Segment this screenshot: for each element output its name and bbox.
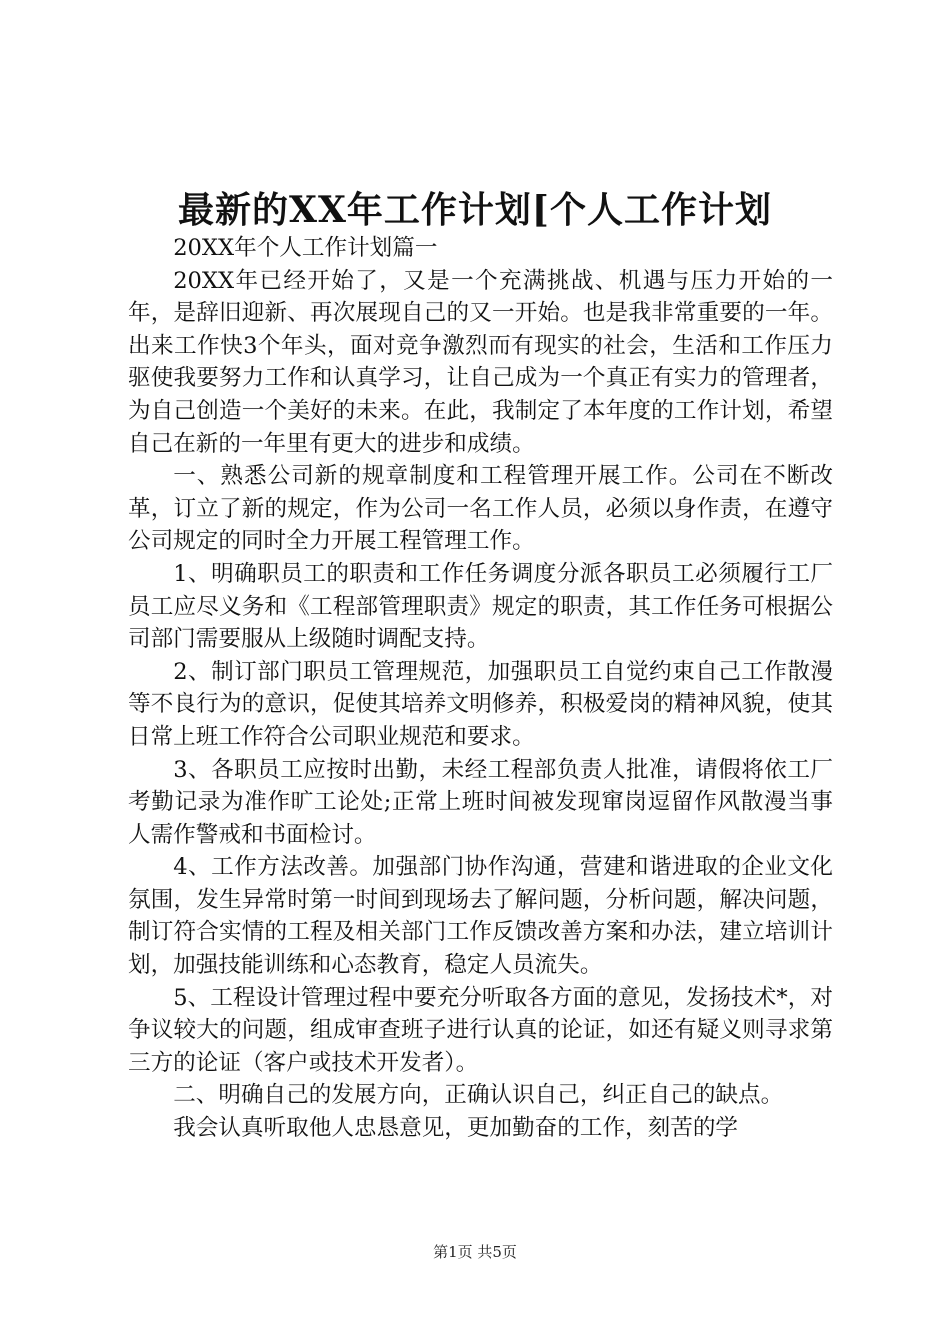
paragraph-intro: 20XX年已经开始了，又是一个充满挑战、机遇与压力开始的一年，是辞旧迎新、再次展现自己的又一开始。也是我非常重要的一年。出来工作快3个年头，面对竞争激烈而有现实的社会，生活和工作压力驱使我要努力工作和认真学习，让自己成为一个真正有实力的管理者，为自己创造一个美好的未来。在此，我制定了本年度的工作计划，希望自己在新的一年里有更大的进步和成绩。	[128, 267, 833, 457]
paragraph-section-heading: 20XX年个人工作计划篇一	[173, 235, 438, 261]
document-body	[128, 232, 833, 1145]
paragraph-continuation: 我会认真听取他人忠恳意见，更加勤奋的工作，刻苦的学	[173, 1115, 739, 1142]
paragraph-section-one: 一、熟悉公司新的规章制度和工程管理开展工作。公司在不断改革，订立了新的规定，作为公司一名工作人员，必须以身作责，在遵守公司规定的同时全力开展工程管理工作。	[128, 463, 833, 555]
page-number-footer: 第1页 共5页	[433, 1243, 517, 1261]
paragraph-item-3: 3、各职员工应按时出勤，未经工程部负责人批准，请假将依工厂考勤记录为准作旷工论处;正常上班时间被发现窜岗逗留作风散漫当事人需作警戒和书面检讨。	[128, 756, 833, 848]
paragraph-item-5: 5、工程设计管理过程中要充分听取各方面的意见，发扬技术*，对争议较大的问题，组成审查班子进行认真的论证，如还有疑义则寻求第三方的论证（客户或技术开发者）。	[128, 984, 833, 1076]
paragraph-item-1: 1、明确职员工的职责和工作任务调度分派各职员工必须履行工厂员工应尽义务和《工程部管理职责》规定的职责，其工作任务可根据公司部门需要服从上级随时调配支持。	[128, 560, 833, 653]
paragraph-item-4: 4、工作方法改善。加强部门协作沟通，营建和谐进取的企业文化氛围，发生异常时第一时间到现场去了解问题，分析问题，解决问题，制订符合实情的工程及相关部门工作反馈改善方案和办法，建立培训计划，加强技能训练和心态教育，稳定人员流失。	[128, 854, 833, 979]
page-title: 最新的XX年工作计划[个人工作计划	[178, 189, 772, 231]
paragraph-item-2: 2、制订部门职员工管理规范，加强职员工自觉约束自己工作散漫等不良行为的意识，促使其培养文明修养，积极爱岗的精神风貌，使其日常上班工作符合公司职业规范和要求。	[128, 658, 833, 750]
paragraph-section-two: 二、明确自己的发展方向，正确认识自己，纠正自己的缺点。	[173, 1082, 784, 1109]
